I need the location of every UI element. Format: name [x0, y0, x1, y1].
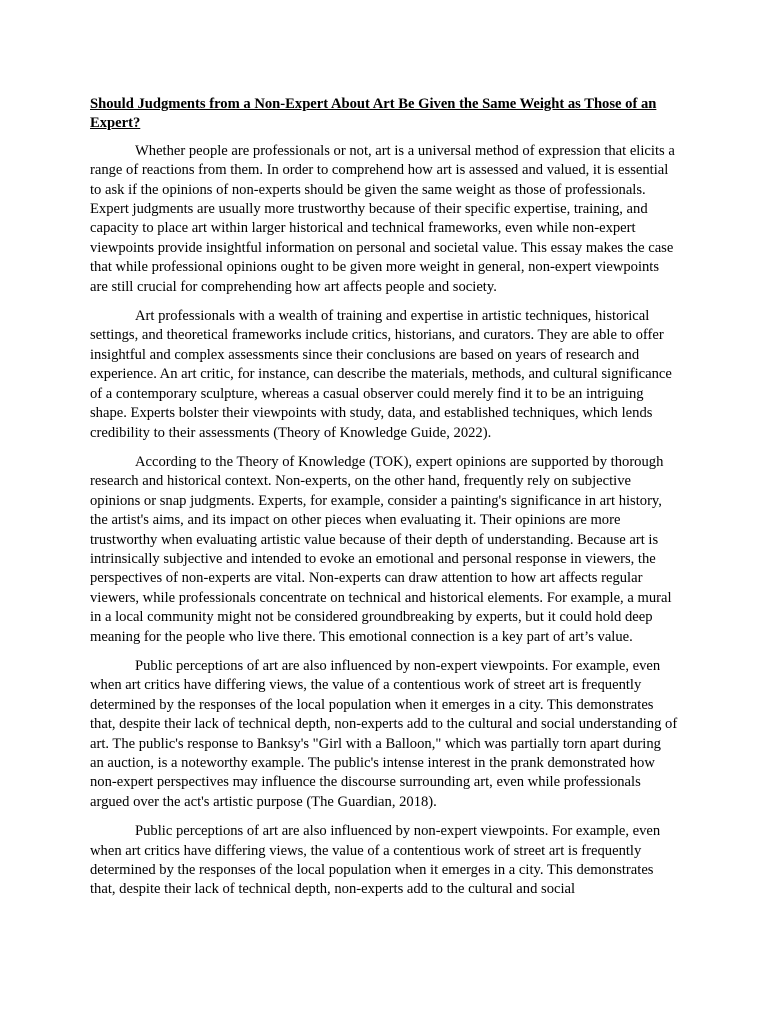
paragraph-introduction: Whether people are professionals or not, art is a universal method of expression that elicits a range of reactions from them. In order to comprehend how art is assessed and valued, it is essential to ask if the opinions of non-experts should be given the same weight as those of professionals. Expert judgments are usually more trustworthy because of their specific expertise, training, and capacity to place art within larger historical and technical frameworks, even while non-expert viewpoints provide insightful information on personal and societal value. This essay makes the case that while professional opinions ought to be given more weight in general, non-expert viewpoints are still crucial for comprehending how art affects people and society. [90, 142, 675, 295]
paragraph-public-perception: Public perceptions of art are also influenced by non-expert viewpoints. For example, even when art critics have differing views, the value of a contentious work of street art is frequently determined by the responses of the local population when it emerges in a city. This demonstrates that, despite their lack of technical depth, non-experts add to the cultural and social understanding of art. The public's response to Banksy's "Girl with a Balloon," which was partially torn apart during an auction, is a noteworthy example. The public's intense interest in the prank demonstrated how non-expert perspectives may influence the discourse surrounding art, even while professionals argued over the act's artistic purpose (The Guardian, 2018). [90, 657, 678, 810]
essay-title: Should Judgments from a Non-Expert About Art Be Given the Same Weight as Those of an Expert? [90, 96, 657, 132]
document-body [90, 95, 678, 910]
paragraph-expert-training: Art professionals with a wealth of training and expertise in artistic techniques, historical settings, and theoretical frameworks include critics, historians, and curators. They are able to offer insightful and complex assessments since their conclusions are based on years of research and experience. An art critic, for instance, can describe the materials, methods, and cultural significance of a contemporary sculpture, whereas a casual observer could merely find it to be an intriguing shape. Experts bolster their viewpoints with study, data, and established techniques, which lends credibility to their assessments (Theory of Knowledge Guide, 2022). [90, 308, 672, 441]
paragraph-tok-perspective: According to the Theory of Knowledge (TOK), expert opinions are supported by thorough research and historical context. Non-experts, on the other hand, frequently rely on subjective opinions or snap judgments. Experts, for example, consider a painting's significance in art history, the artist's aims, and its impact on other pieces when evaluating it. Their opinions are more trustworthy when evaluating artistic value because of their depth of understanding. Because art is intrinsically subjective and intended to evoke an emotional and personal response in viewers, the perspectives of non-experts are vital. Non-experts can draw attention to how art affects regular viewers, while professionals concentrate on technical and historical elements. For example, a mural in a local community might not be considered groundbreaking by experts, but it could hold deep meaning for the people who live there. This emotional connection is a key part of art’s value. [90, 453, 672, 645]
paragraph-public-perception-repeat: Public perceptions of art are also influenced by non-expert viewpoints. For example, even when art critics have differing views, the value of a contentious work of street art is frequently determined by the responses of the local population when it emerges in a city. This demonstrates that, despite their lack of technical depth, non-experts add to the cultural and social [90, 823, 661, 898]
